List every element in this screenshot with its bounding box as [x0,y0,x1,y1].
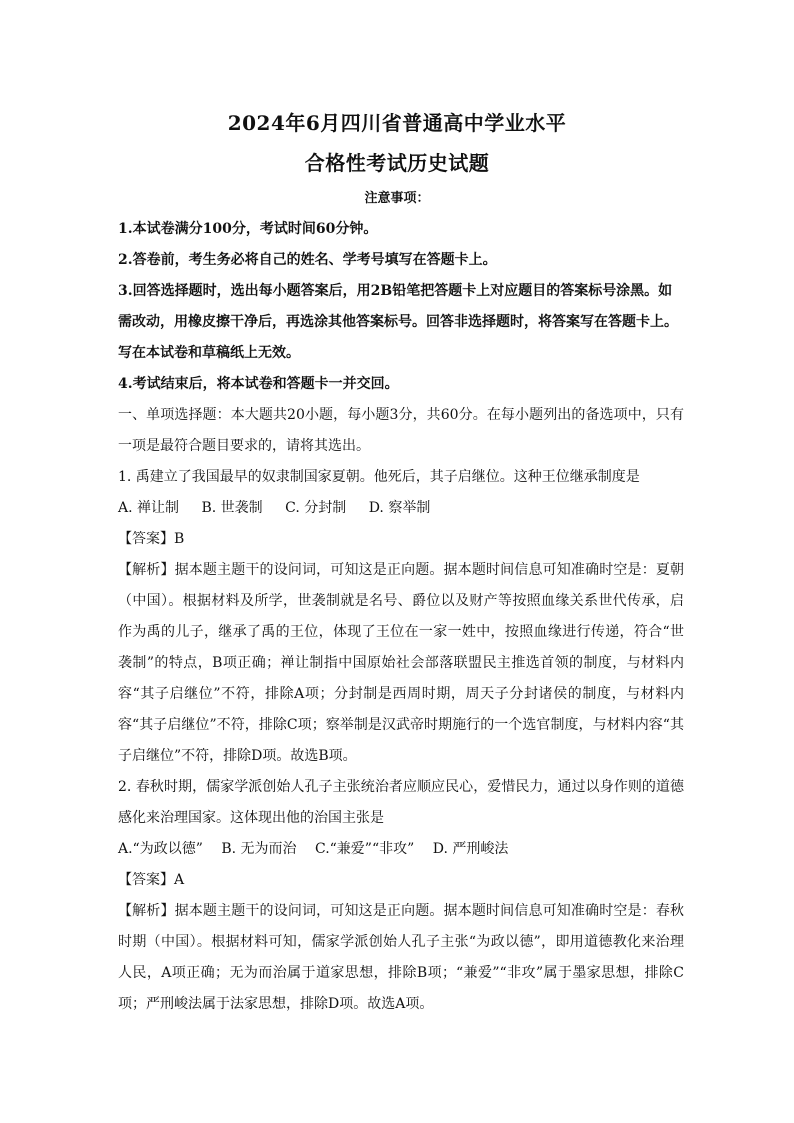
exam-title-line2: 合格性考试历史试题 [304,151,490,175]
question-2-options [118,834,684,865]
question-2-analysis: 【解析】据本题主题干的设问词，可知这是正向题。据本题时间信息可知准确时空是：春秋时期（中国）。根据材料可知，儒家学派创始人孔子主张“为政以德”，即用道德教化来治理人民，A项正确；无为而治属于道家思想，排除B项；“兼爱”“非攻”属于墨家思想，排除C项；严刑峻法属于法家思想，排除D项。故选A项。 [118,903,684,1012]
notice-item-4: 4.考试结束后，将本试卷和答题卡一并交回。 [118,376,399,392]
question-2-option-d: D. 严刑峻法 [432,841,509,857]
question-1-option-a: A. 禅让制 [118,500,180,516]
question-2-option-a: A.“为政以德” [118,841,203,857]
question-2-option-c: C.“兼爱”“非攻” [314,841,415,857]
exam-body [118,214,684,1020]
question-1-answer: 【答案】B [118,531,185,547]
section-intro: 一、单项选择题：本大题共20小题，每小题3分，共60分。在每小题列出的备选项中，只有一项是最符合题目要求的，请将其选出。 [118,407,684,454]
question-1-option-c: C. 分封制 [285,500,347,516]
question-2-option-b: B. 无为而治 [221,841,297,857]
question-1-analysis: 【解析】据本题主题干的设问词，可知这是正向题。据本题时间信息可知准确时空是：夏朝（中国）。根据材料及所学，世袭制就是名号、爵位以及财产等按照血缘关系世代传承，启作为禹的儿子，继承了禹的王位，体现了王位在一家一姓中，按照血缘进行传递，符合“世袭制”的特点，B项正确；禅让制指中国原始社会部落联盟民主推选首领的制度，与材料内容“其子启继位”不符，排除A项；分封制是西周时期，周天子分封诸侯的制度，与材料内容“其子启继位”不符，排除C项；察举制是汉武帝时期施行的一个选官制度，与材料内容“其子启继位”不符，排除D项。故选B项。 [118,562,684,764]
question-1-option-d: D. 察举制 [368,500,431,516]
notice-item-3: 3.回答选择题时，选出每小题答案后，用2B铅笔把答题卡上对应题目的答案标号涂黑。如需改动，用橡皮擦干净后，再选涂其他答案标号。回答非选择题时，将答案写在答题卡上。写在本试卷和草稿纸上无效。 [118,283,678,361]
question-1-option-b: B. 世袭制 [201,500,263,516]
notice-heading: 注意事项： [364,191,430,206]
question-2-answer: 【答案】A [118,872,185,888]
question-1-stem: 1. 禹建立了我国最早的奴隶制国家夏朝。他死后，其子启继位。这种王位继承制度是 [118,469,640,485]
exam-title-line1: 2024年6月四川省普通高中学业水平 [227,111,567,135]
notice-item-1: 1.本试卷满分100分，考试时间60分钟。 [118,221,378,237]
notice-item-2: 2.答卷前，考生务必将自己的姓名、学考号填写在答题卡上。 [118,252,497,268]
question-2-stem: 2. 春秋时期，儒家学派创始人孔子主张统治者应顺应民心，爱惜民力，通过以身作则的道德感化来治理国家。这体现出他的治国主张是 [118,779,684,826]
question-1-options [118,493,684,524]
